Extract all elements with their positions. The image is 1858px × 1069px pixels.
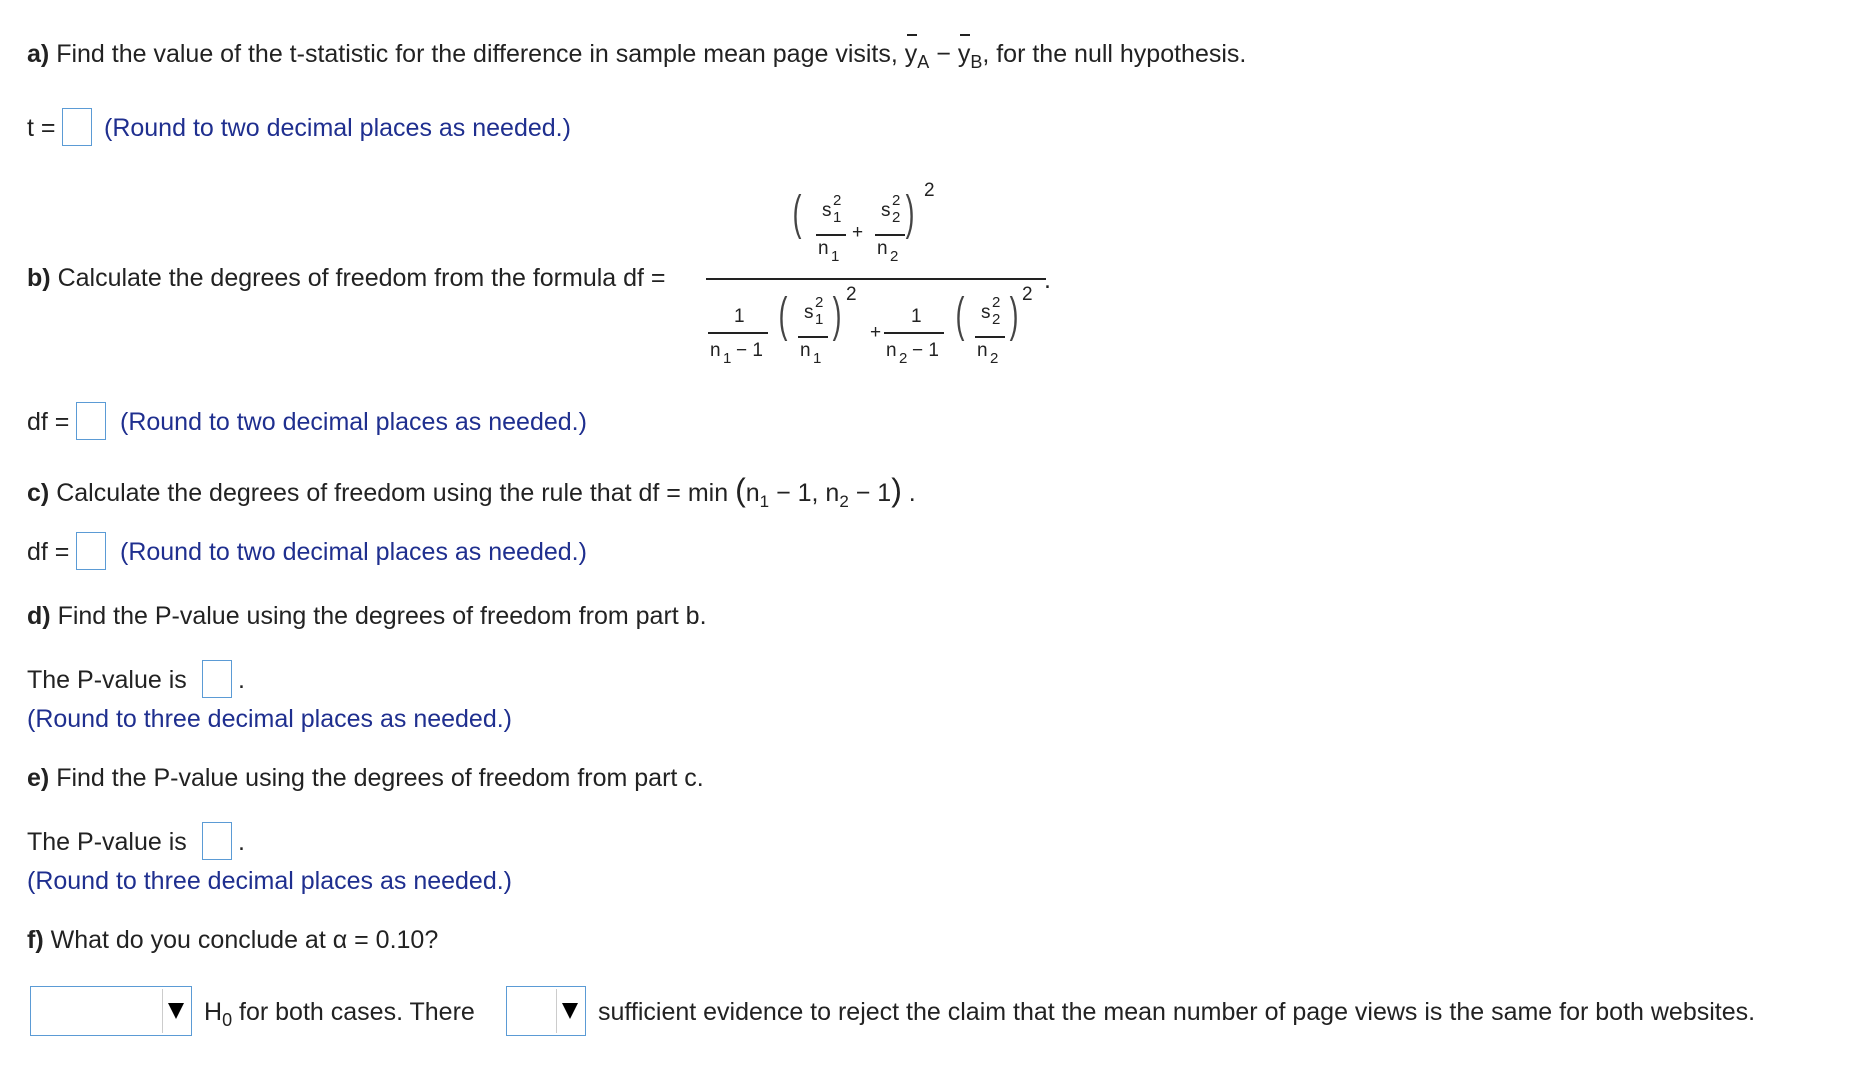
part-f-question: [27, 926, 438, 955]
p-value-e-input[interactable]: [202, 822, 232, 860]
part-b-question: [27, 264, 666, 293]
t-input[interactable]: [62, 108, 92, 146]
part-e-text: Find the P-value using the degrees of freedom from part c.: [56, 764, 704, 792]
conclusion-tail: sufficient evidence to reject the claim that the mean number of page views is the same for both websites.: [598, 998, 1756, 1026]
conclusion-dropdown-1[interactable]: [30, 986, 192, 1036]
part-d-text: Find the P-value using the degrees of freedom from part b.: [57, 602, 707, 630]
part-d-hint: (Round to three decimal places as needed.): [27, 705, 513, 733]
t-label: t =: [27, 114, 56, 142]
part-a-label: a): [27, 40, 50, 68]
part-c-question: c) Calculate the degrees of freedom using the rule that df = $\min (n_1 - 1$, $n_2 - 1$) .: [27, 472, 916, 511]
df-c-label: df =: [27, 538, 70, 566]
part-a-text: Find the value of the t-statistic for the difference in sample mean page visits,: [56, 40, 898, 68]
part-b-text: Calculate the degrees of freedom from the formula df =: [57, 264, 666, 292]
part-e-label: e): [27, 764, 50, 792]
period: .: [238, 828, 245, 856]
df-b-input[interactable]: [76, 402, 106, 440]
part-c-hint: (Round to two decimal places as needed.): [120, 538, 587, 566]
part-d-label: d): [27, 602, 51, 630]
period: .: [238, 666, 245, 694]
p-value-d-label: The P-value is: [27, 666, 187, 694]
p-value-e-label: The P-value is: [27, 828, 187, 856]
df-b-label: df =: [27, 408, 70, 436]
part-f-text: What do you conclude at α = 0.10?: [50, 926, 439, 954]
part-e-hint: (Round to three decimal places as needed.): [27, 867, 513, 895]
df-c-input[interactable]: [76, 532, 106, 570]
part-b-label: b): [27, 264, 51, 292]
ybar-a: $y_A$: [905, 40, 930, 73]
part-b-hint: (Round to two decimal places as needed.): [120, 408, 587, 436]
conclusion-dropdown-2[interactable]: [506, 986, 586, 1036]
part-f-label: f): [27, 926, 44, 954]
part-a-hint: (Round to two decimal places as needed.): [104, 114, 571, 142]
part-a-tail: , for the null hypothesis.: [982, 40, 1247, 68]
part-c-label: c): [27, 479, 50, 507]
minus: −: [936, 40, 951, 68]
h0-text: $H_0$ for both cases. There: [204, 998, 475, 1030]
part-d-question: [27, 602, 707, 631]
dropdown-arrow-icon[interactable]: [162, 989, 189, 1033]
p-value-d-input[interactable]: [202, 660, 232, 698]
part-e-question: [27, 764, 704, 793]
part-c-text: Calculate the degrees of freedom using the rule that df = min: [56, 479, 729, 507]
dropdown-arrow-icon[interactable]: [556, 989, 583, 1033]
part-a-question: [27, 40, 1246, 73]
ybar-b: $y_B$: [958, 40, 983, 73]
